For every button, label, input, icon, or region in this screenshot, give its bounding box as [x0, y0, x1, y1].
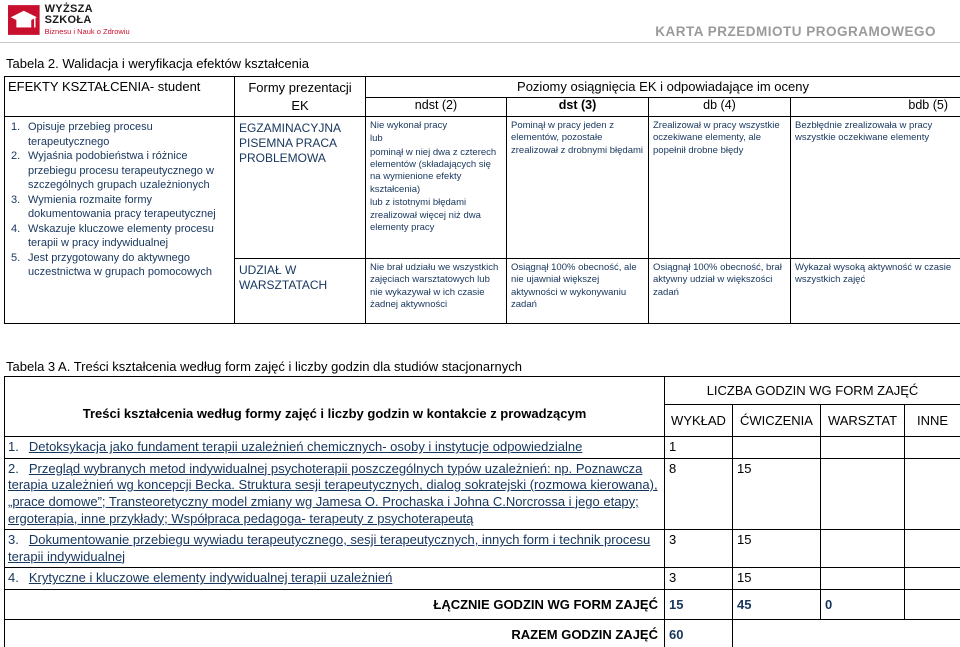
- col-hours-header: LICZBA GODZIN WG FORM ZAJĘĆ: [665, 377, 960, 405]
- row1-bdb: Bezbłędnie zrealizowała w pracy wszystkie oczekiwane elementy: [791, 117, 960, 259]
- form-workshop: WARSZTAT: [821, 405, 905, 437]
- list-item: 5. Jest przygotowany do aktywnego uczestnictwa w grupach pomocowych: [11, 251, 213, 279]
- total-label: RAZEM GODZIN ZAJĘĆ: [5, 620, 665, 647]
- sum-label: ŁĄCZNIE GODZIN WG FORM ZAJĘĆ: [5, 590, 665, 620]
- list-item: 2. Wyjaśnia podobieństwa i różnice przebiegu procesu terapeutycznego w szczególnych grupach uzależnionych: [11, 150, 214, 192]
- sum-lecture: 15: [665, 590, 733, 620]
- effects-cell: [5, 117, 235, 324]
- school-logo: [8, 3, 136, 37]
- validation-table: [4, 76, 960, 324]
- row2-db: Osiągnął 100% obecność, brał aktywny udział w większości zadań: [649, 259, 791, 324]
- row1-ndst: Nie wykonał pracy lub pominął w niej dwa z czterech elementów (składających się na wymienione efekty kształcenia) lub z istotnymi błędami zrealizował więcej niż dwa elementy pracy: [366, 117, 507, 259]
- document-title: KARTA PRZEDMIOTU PROGRAMOWEGO: [655, 24, 936, 39]
- col-forms-header: Formy prezentacji EK: [235, 77, 366, 117]
- form-exercises: ĆWICZENIA: [733, 405, 821, 437]
- table2-caption: Tabela 2. Walidacja i weryfikacja efektów kształcenia: [6, 56, 309, 71]
- level-bdb: bdb (5): [791, 98, 960, 117]
- level-ndst: ndst (2): [366, 98, 507, 117]
- total-value: 60: [665, 620, 733, 647]
- col-levels-header: Poziomy osiągnięcia EK i odpowiadające im oceny: [366, 77, 960, 98]
- list-item: 3. Wymienia rozmaite formy dokumentowania pracy terapeutycznej: [11, 193, 216, 221]
- table-row: 2. Przegląd wybranych metod indywidualnej psychoterapii poszczególnych typów uzależnień: np. Poznawcza terapia uzależnień wg koncepcji Becka. Struktura sesji terapeutycznych, dialog sokratejski (rozmowa kierowana), „prace domowe”; Transteoretyczny model zmiany wg Jamesa O. Prochaska i Johna C.Norcrossa i jego etapy; ergoterapia, inne przykłady; Współpraca pedagoga- terapeuty z psychoterapeutą 8 15: [5, 458, 960, 530]
- table-row: 4. Krytyczne i kluczowe elementy indywidualnej terapii uzależnień 3 15: [5, 568, 960, 590]
- row1-db: Zrealizował w pracy wszystkie oczekiwane elementy, ale popełnił drobne błędy: [649, 117, 791, 259]
- content-hours-table: [4, 376, 960, 647]
- sum-row: [5, 590, 960, 620]
- list-item: 1. Opisuje przebieg procesu terapeutycznego: [11, 121, 153, 148]
- sum-other: [905, 590, 960, 620]
- logo-name: WYŻSZA SZKOŁA: [44, 3, 93, 27]
- row1-dst: Pominął w pracy jeden z elementów, pozostałe zrealizował z drobnymi błędami: [507, 117, 649, 259]
- table3-caption: Tabela 3 A. Treści kształcenia według form zajęć i liczby godzin dla studiów stacjonarnych: [6, 359, 522, 374]
- level-db: db (4): [649, 98, 791, 117]
- graduation-cap-icon: [8, 4, 40, 36]
- table-row: 1. Detoksykacja jako fundament terapii uzależnień chemicznych- osoby i instytucje odpowiedzialne 1: [5, 437, 960, 459]
- sum-workshop: 0: [821, 590, 905, 620]
- effects-list: [5, 117, 234, 284]
- row2-bdb: Wykazał wysoką aktywność w czasie wszystkich zajęć: [791, 259, 960, 324]
- row2-ndst: Nie brał udziału we wszystkich zajęciach warsztatowych lub nie wykazywał w ich czasie żadnej aktywności: [366, 259, 507, 324]
- col-content-header: Treści kształcenia według formy zajęć i liczby godzin w kontakcie z prowadzącym: [5, 377, 665, 437]
- form-lecture: WYKŁAD: [665, 405, 733, 437]
- list-item: 4. Wskazuje kluczowe elementy procesu terapii w pracy indywidualnej: [11, 222, 214, 250]
- col-effects-header: EFEKTY KSZTAŁCENIA- student: [5, 77, 235, 117]
- form-workshops: UDZIAŁ W WARSZTATACH: [235, 259, 366, 324]
- header-divider: [0, 42, 960, 43]
- level-dst: dst (3): [507, 98, 649, 117]
- form-written-exam: EGZAMINACYJNA PISEMNA PRACA PROBLEMOWA: [235, 117, 366, 259]
- sum-exercises: 45: [733, 590, 821, 620]
- row2-dst: Osiągnął 100% obecność, ale nie ujawniał większej aktywności w wykonywaniu zadań: [507, 259, 649, 324]
- form-other: INNE: [905, 405, 960, 437]
- table-row: 3. Dokumentowanie przebiegu wywiadu terapeutycznego, sesji terapeutycznych, innych form i technik procesu terapii indywidualnej 3 15: [5, 530, 960, 568]
- logo-subtitle: Biznesu i Nauk o Zdrowiu: [44, 27, 130, 37]
- total-row: [5, 620, 960, 647]
